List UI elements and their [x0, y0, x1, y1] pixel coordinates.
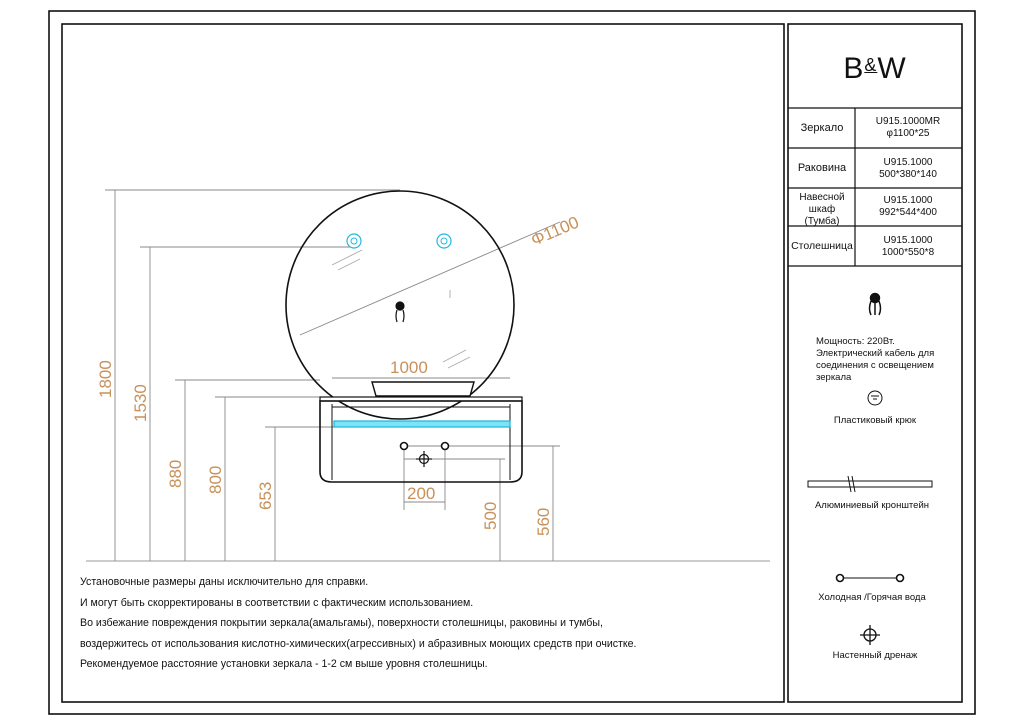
cabinet	[320, 401, 522, 482]
legend-bracket-caption: Алюминиевый кронштейн	[814, 500, 930, 511]
installation-notes	[80, 572, 770, 675]
spec-value	[856, 116, 960, 140]
legend-water-caption: Холодная /Горячая вода	[818, 592, 926, 603]
note-line: И могут быть скорректированы в соответствии с фактическим использованием.	[80, 596, 474, 609]
water-pipe-icon	[837, 575, 904, 582]
drain-icon	[416, 451, 432, 467]
spec-code: U915.1000	[883, 235, 933, 246]
legend-drain-caption: Настенный дренаж	[832, 650, 918, 661]
brand-amp: &	[864, 55, 878, 75]
spec-code: U915.1000MR	[875, 116, 941, 127]
brand-logo	[790, 52, 960, 86]
brand-letter: W	[877, 52, 907, 85]
spec-size: 500*380*140	[879, 169, 937, 180]
dim-mirror-diameter: Φ1100	[528, 212, 582, 250]
basin	[372, 382, 474, 396]
spec-size: 992*544*400	[879, 207, 937, 218]
power-cable-icon	[396, 302, 404, 322]
spec-value	[856, 157, 960, 181]
led-strip	[334, 421, 510, 427]
note-line: Во избежание повреждения покрытии зеркала(амальгамы), поверхности столешницы, раковины и тумбы,	[80, 617, 603, 629]
note-line: воздержитесь от использования кислотно-химических(агрессивных) и абразивных моющих средств при очистке.	[80, 637, 637, 650]
note-line: Установочные размеры даны исключительно для справки.	[80, 576, 369, 588]
dim-height-560: 560	[534, 507, 553, 536]
spec-code: U915.1000	[883, 157, 933, 168]
spec-label: Зеркало	[800, 122, 844, 134]
bracket-icon	[808, 476, 932, 492]
spec-label: Раковина	[797, 162, 847, 174]
touch-sensor-icon	[437, 234, 451, 248]
spec-value	[856, 235, 960, 259]
dim-height-800: 800	[206, 465, 225, 494]
dim-height-653: 653	[256, 481, 275, 510]
note-line: Рекомендуемое расстояние установки зеркала - 1-2 см выше уровня столешницы.	[80, 658, 488, 670]
spec-code: U915.1000	[883, 195, 933, 206]
touch-sensor-icon	[347, 234, 361, 248]
dim-height-1530: 1530	[131, 384, 150, 422]
legend-power-caption: Мощность: 220Вт. Электрический кабель для соединения с освещением зеркала	[816, 336, 935, 383]
dim-width-1000: 1000	[390, 358, 428, 377]
spec-size: 1000*550*8	[881, 247, 935, 258]
spec-value	[856, 195, 960, 219]
spec-label: Столешница	[791, 240, 853, 252]
dim-width-200: 200	[407, 484, 436, 503]
spec-label: Навесной шкаф (Тумба)	[799, 192, 845, 227]
spec-size: φ1100*25	[886, 128, 930, 139]
brand-letter: B	[843, 52, 865, 85]
hook-icon	[868, 391, 882, 405]
drain-icon	[860, 625, 880, 645]
dim-height-500: 500	[481, 501, 500, 530]
power-cable-icon	[870, 294, 881, 316]
dim-height-1800: 1800	[96, 360, 115, 398]
legend-hook-caption: Пластиковый крюк	[833, 415, 917, 426]
dim-height-880: 880	[166, 459, 185, 488]
